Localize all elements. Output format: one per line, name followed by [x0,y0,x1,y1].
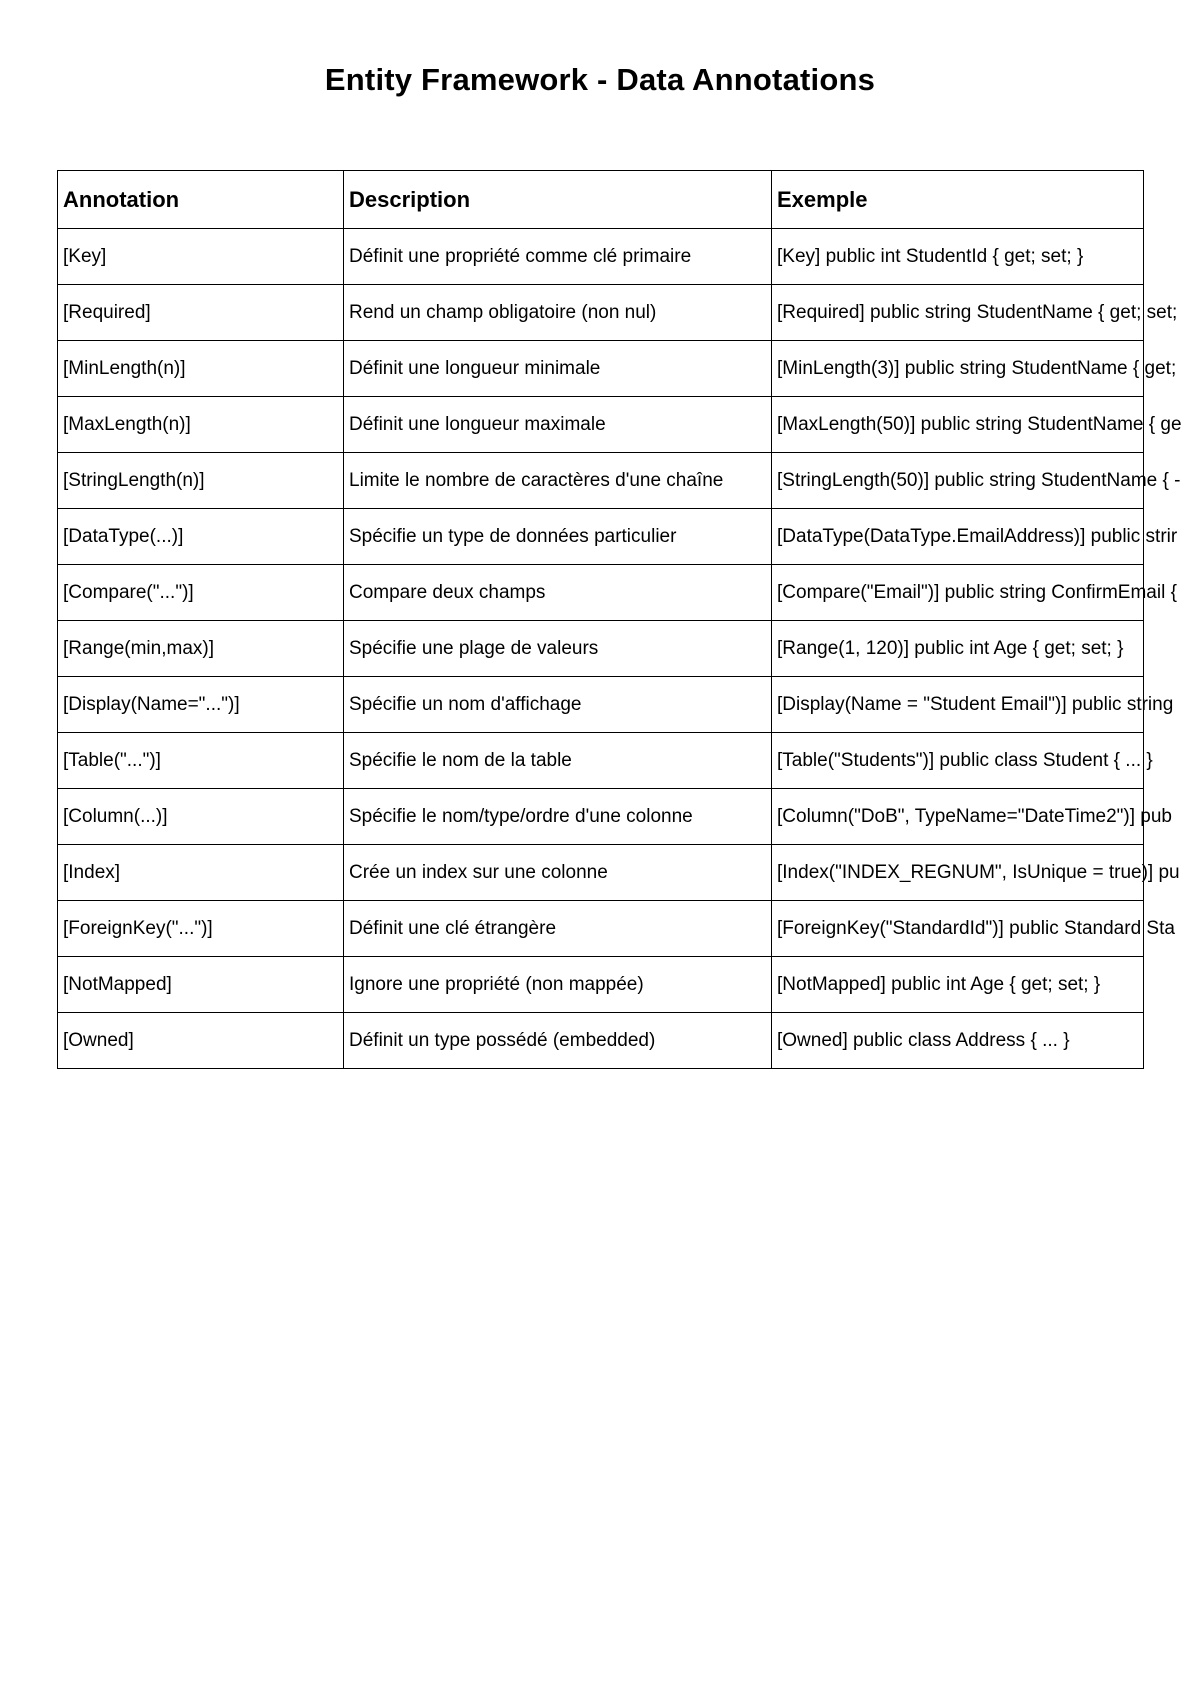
example-cell: [MaxLength(50)] public string StudentName { ge [772,397,1144,453]
header-description: Description [344,171,772,229]
description-cell: Définit une longueur minimale [344,341,772,397]
table-row [58,845,1144,901]
annotation-cell: [ForeignKey("...")] [58,901,344,957]
annotation-cell: [Range(min,max)] [58,621,344,677]
table-row [58,565,1144,621]
annotation-cell: [Compare("...")] [58,565,344,621]
description-cell: Compare deux champs [344,565,772,621]
table-body [58,229,1182,1069]
table-row [58,789,1144,845]
example-cell: [Owned] public class Address { ... } [772,1013,1144,1069]
table-row [58,733,1144,789]
example-cell: [Table("Students")] public class Student { ... } [772,733,1144,789]
table-row [58,1013,1144,1069]
annotation-cell: [Key] [58,229,344,285]
example-cell: [Column("DoB", TypeName="DateTime2")] pub [772,789,1144,845]
example-cell: [StringLength(50)] public string StudentName { - [772,453,1144,509]
table-row [58,957,1144,1013]
example-cell: [ForeignKey("StandardId")] public Standard Sta [772,901,1144,957]
example-cell: [DataType(DataType.EmailAddress)] public strir [772,509,1144,565]
table-row [58,453,1144,509]
example-cell: [Compare("Email")] public string ConfirmEmail { [772,565,1144,621]
description-cell: Spécifie un type de données particulier [344,509,772,565]
table-row [58,677,1144,733]
table-row [58,621,1144,677]
description-cell: Spécifie un nom d'affichage [344,677,772,733]
example-cell: [Display(Name = "Student Email")] public string [772,677,1144,733]
header-example: Exemple [772,171,1144,229]
description-cell: Spécifie le nom de la table [344,733,772,789]
description-cell: Définit une propriété comme clé primaire [344,229,772,285]
description-cell: Définit une longueur maximale [344,397,772,453]
header-annotation: Annotation [58,171,344,229]
annotation-cell: [MinLength(n)] [58,341,344,397]
annotation-cell: [Required] [58,285,344,341]
table-header-row [58,171,1144,229]
description-cell: Définit un type possédé (embedded) [344,1013,772,1069]
annotation-cell: [StringLength(n)] [58,453,344,509]
annotation-cell: [Index] [58,845,344,901]
table-row [58,509,1144,565]
annotation-cell: [NotMapped] [58,957,344,1013]
annotation-cell: [DataType(...)] [58,509,344,565]
table-row [58,285,1144,341]
example-cell: [Key] public int StudentId { get; set; } [772,229,1144,285]
annotation-cell: [Owned] [58,1013,344,1069]
annotation-cell: [Table("...")] [58,733,344,789]
example-cell: [Index("INDEX_REGNUM", IsUnique = true)] pu [772,845,1144,901]
table-row [58,397,1144,453]
description-cell: Crée un index sur une colonne [344,845,772,901]
example-cell: [MinLength(3)] public string StudentName { get; [772,341,1144,397]
page-title: Entity Framework - Data Annotations [324,62,876,97]
annotation-cell: [Column(...)] [58,789,344,845]
description-cell: Limite le nombre de caractères d'une chaîne [344,453,772,509]
example-cell: [NotMapped] public int Age { get; set; } [772,957,1144,1013]
description-cell: Spécifie le nom/type/ordre d'une colonne [344,789,772,845]
description-cell: Définit une clé étrangère [344,901,772,957]
example-cell: [Required] public string StudentName { get; set; [772,285,1144,341]
annotation-cell: [Display(Name="...")] [58,677,344,733]
description-cell: Spécifie une plage de valeurs [344,621,772,677]
description-cell: Rend un champ obligatoire (non nul) [344,285,772,341]
table-row [58,901,1144,957]
table-row [58,229,1144,285]
example-cell: [Range(1, 120)] public int Age { get; set; } [772,621,1144,677]
annotation-cell: [MaxLength(n)] [58,397,344,453]
description-cell: Ignore une propriété (non mappée) [344,957,772,1013]
annotations-table [57,170,1182,1069]
table-row [58,341,1144,397]
